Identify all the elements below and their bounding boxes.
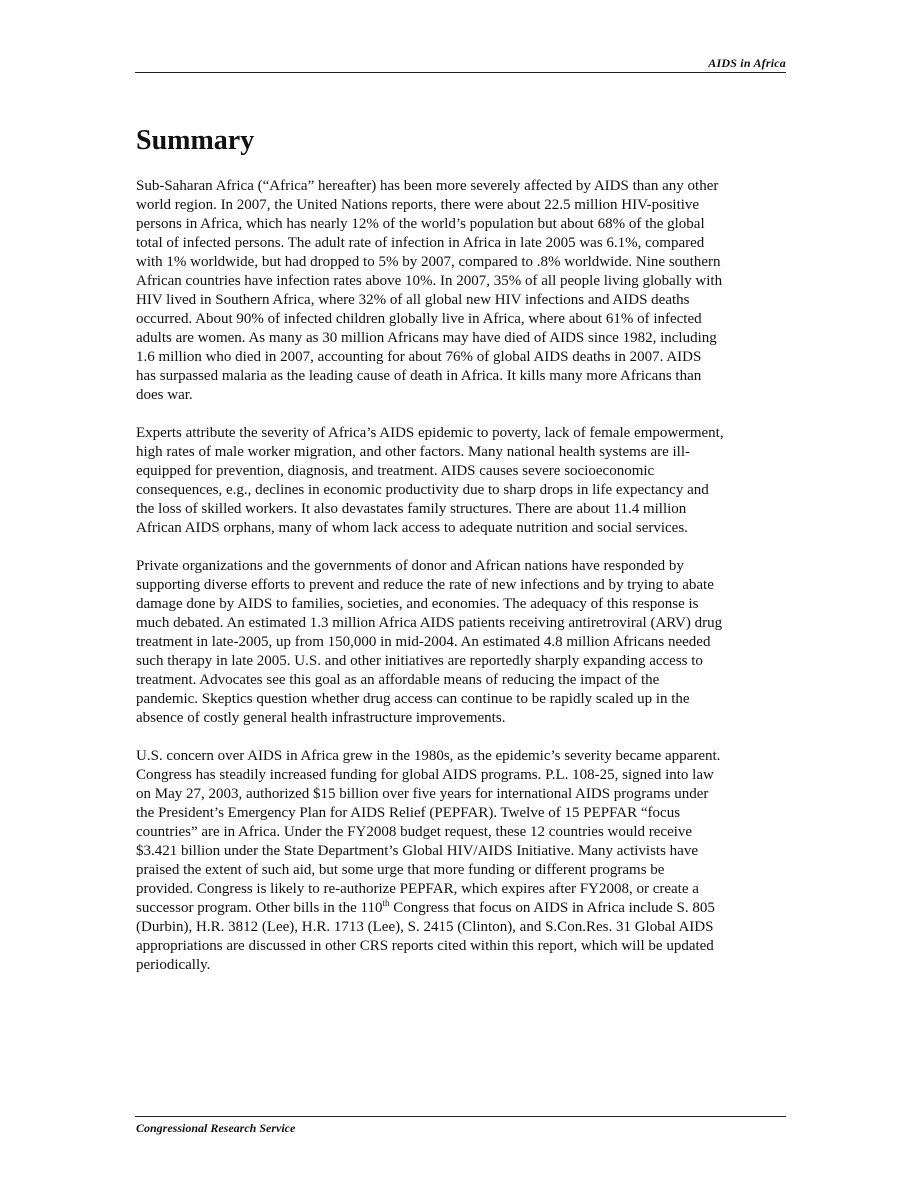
- text-line: high rates of male worker migration, and other factors. Many national health systems are ill-: [136, 444, 690, 460]
- text-line: HIV lived in Southern Africa, where 32% of all global new HIV infections and AIDS deaths: [136, 292, 690, 308]
- text-line: with 1% worldwide, but had dropped to 5% by 2007, compared to .8% worldwide. Nine southern: [136, 254, 721, 270]
- page-title: Summary: [136, 125, 255, 156]
- text-line: African countries have infection rates above 10%. In 2007, 35% of all people living globally with: [136, 273, 723, 289]
- text-line: Experts attribute the severity of Africa’s AIDS epidemic to poverty, lack of female empowerment,: [136, 425, 724, 441]
- text-line: does war.: [136, 387, 193, 403]
- text-line: occurred. About 90% of infected children globally live in Africa, where about 61% of infected: [136, 311, 702, 327]
- text-line: equipped for prevention, diagnosis, and treatment. AIDS causes severe socioeconomic: [136, 463, 655, 479]
- paragraph-4: [136, 747, 788, 975]
- text-line: supporting diverse efforts to prevent and reduce the rate of new infections and by trying to abate: [136, 577, 714, 593]
- text-line: 1.6 million who died in 2007, accounting for about 76% of global AIDS deaths in 2007. AIDS: [136, 349, 702, 365]
- text-segment: Congress that focus on AIDS in Africa include S. 805: [389, 900, 715, 916]
- text-line: has surpassed malaria as the leading cause of death in Africa. It kills many more Africans than: [136, 368, 702, 384]
- text-line: appropriations are discussed in other CRS reports cited within this report, which will be updated: [136, 938, 714, 954]
- text-line-with-superscript: [136, 899, 788, 918]
- text-line: treatment. Advocates see this goal as an affordable means of reducing the impact of the: [136, 672, 660, 688]
- text-line: the President’s Emergency Plan for AIDS Relief (PEPFAR). Twelve of 15 PEPFAR “focus: [136, 805, 681, 821]
- text-line: the loss of skilled workers. It also devastates family structures. There are about 11.4 million: [136, 501, 687, 517]
- text-line: such therapy in late 2005. U.S. and other initiatives are reportedly sharply expanding access to: [136, 653, 703, 669]
- text-line: U.S. concern over AIDS in Africa grew in the 1980s, as the epidemic’s severity became apparent.: [136, 748, 721, 764]
- text-line: on May 27, 2003, authorized $15 billion over five years for international AIDS programs under: [136, 786, 709, 802]
- paragraph-1: [136, 177, 788, 405]
- header-divider: [135, 72, 786, 73]
- paragraph-2: [136, 424, 788, 538]
- text-line: treatment in late-2005, up from 150,000 in mid-2004. An estimated 4.8 million Africans needed: [136, 634, 711, 650]
- text-line: provided. Congress is likely to re-authorize PEPFAR, which expires after FY2008, or create a: [136, 881, 699, 897]
- text-line: damage done by AIDS to families, societies, and economies. The adequacy of this response is: [136, 596, 699, 612]
- footer-divider: [135, 1116, 786, 1117]
- text-line: Congress has steadily increased funding for global AIDS programs. P.L. 108-25, signed into law: [136, 767, 714, 783]
- text-line: world region. In 2007, the United Nations reports, there were about 22.5 million HIV-positive: [136, 197, 700, 213]
- text-line: pandemic. Skeptics question whether drug access can continue to be rapidly scaled up in the: [136, 691, 690, 707]
- text-line: periodically.: [136, 957, 211, 973]
- text-line: adults are women. As many as 30 million Africans may have died of AIDS since 1982, including: [136, 330, 717, 346]
- text-line: praised the extent of such aid, but some urge that more funding or different programs be: [136, 862, 665, 878]
- summary-body: [136, 177, 788, 994]
- text-line: (Durbin), H.R. 3812 (Lee), H.R. 1713 (Lee), S. 2415 (Clinton), and S.Con.Res. 31 Global AIDS: [136, 919, 714, 935]
- text-line: Sub-Saharan Africa (“Africa” hereafter) has been more severely affected by AIDS than any other: [136, 178, 719, 194]
- text-line: absence of costly general health infrastructure improvements.: [136, 710, 506, 726]
- text-line: consequences, e.g., declines in economic productivity due to sharp drops in life expectancy and: [136, 482, 709, 498]
- text-line: persons in Africa, which has nearly 12% of the world’s population but about 68% of the global: [136, 216, 705, 232]
- text-segment: successor program. Other bills in the 110: [136, 900, 383, 916]
- ordinal-superscript: th: [382, 898, 390, 908]
- footer-publisher: Congressional Research Service: [136, 1121, 296, 1135]
- text-line: African AIDS orphans, many of whom lack access to adequate nutrition and social services.: [136, 520, 688, 536]
- running-header: AIDS in Africa: [708, 56, 786, 70]
- paragraph-3: [136, 557, 788, 728]
- text-line: Private organizations and the governments of donor and African nations have responded by: [136, 558, 684, 574]
- text-line: $3.421 billion under the State Department’s Global HIV/AIDS Initiative. Many activists have: [136, 843, 698, 859]
- text-line: countries” are in Africa. Under the FY2008 budget request, these 12 countries would receive: [136, 824, 693, 840]
- text-line: much debated. An estimated 1.3 million Africa AIDS patients receiving antiretroviral (ARV) drug: [136, 615, 723, 631]
- text-line: total of infected persons. The adult rate of infection in Africa in late 2005 was 6.1%, compared: [136, 235, 705, 251]
